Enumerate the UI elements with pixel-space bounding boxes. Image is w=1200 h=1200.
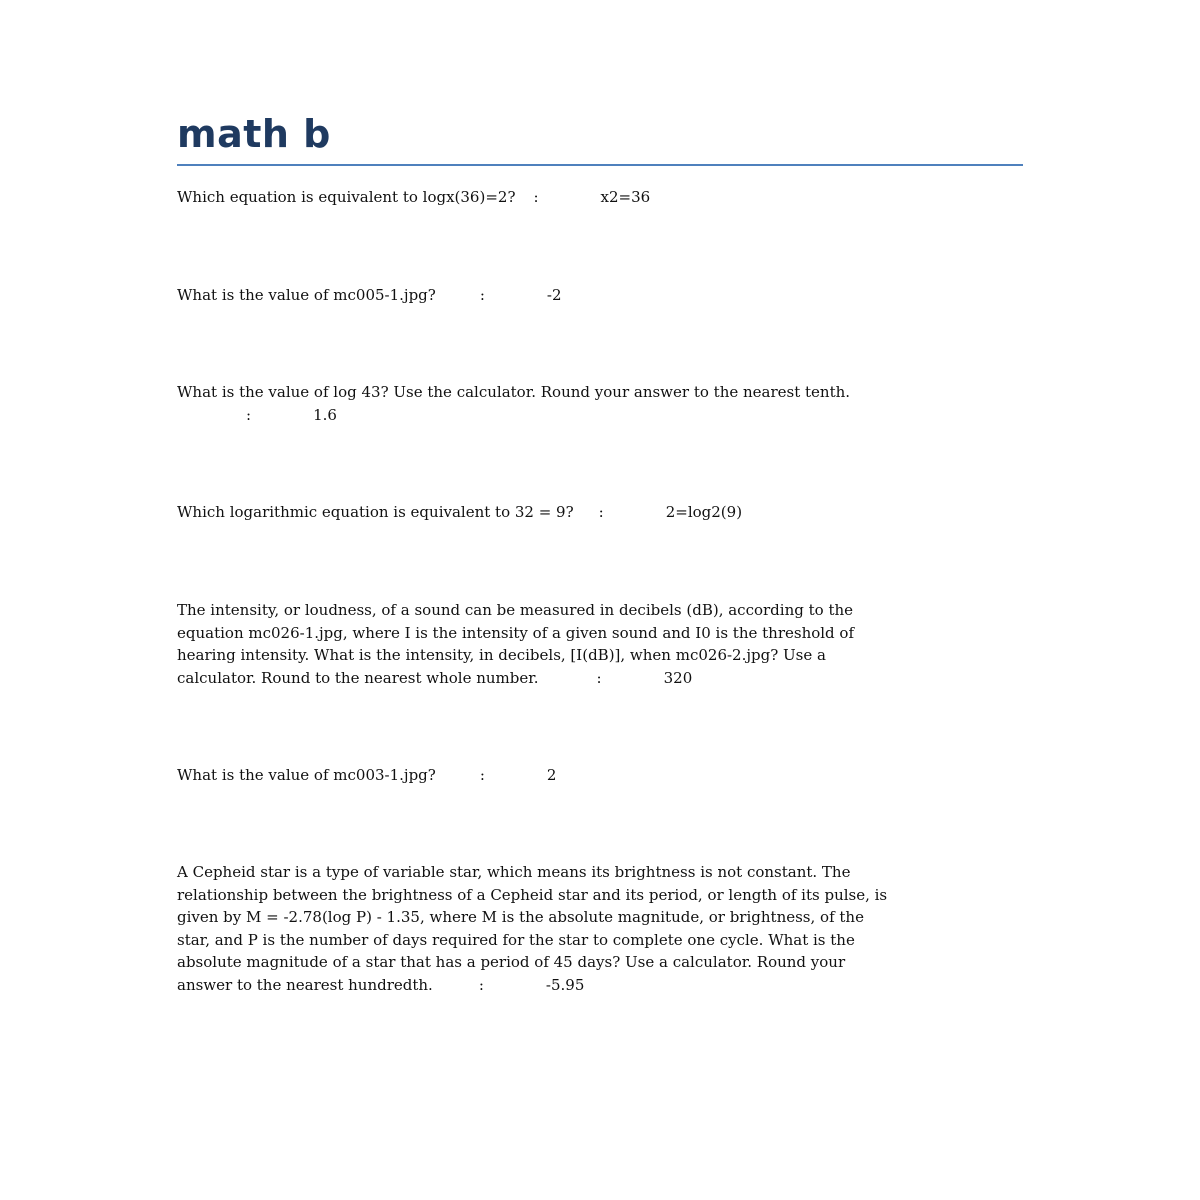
answer-text: 2: [546, 766, 557, 784]
question-line: The intensity, or loudness, of a sound can be measured in decibels (dB), according to the: [177, 601, 854, 619]
answer-separator: :: [596, 668, 602, 687]
document-title: math b: [177, 112, 331, 156]
question-text: What is the value of mc005-1.jpg?: [177, 286, 436, 304]
answer-separator: :: [479, 766, 485, 784]
answer-text: -2: [546, 286, 562, 304]
qa-item-3: [177, 381, 1023, 426]
answer-separator: :: [598, 503, 604, 521]
question-text: Which logarithmic equation is equivalent to 32 = 9?: [177, 503, 574, 521]
answer-separator: :: [478, 975, 484, 994]
answer-separator: :: [479, 286, 485, 304]
question-text: What is the value of mc003-1.jpg?: [177, 766, 436, 784]
question-line: relationship between the brightness of a Cepheid star and its period, or length of its pulse, is: [177, 885, 888, 904]
question-line: absolute magnitude of a star that has a period of 45 days? Use a calculator. Round your: [177, 953, 846, 971]
qa-item-5: [177, 599, 1023, 689]
question-text: What is the value of log 43? Use the calculator. Round your answer to the nearest tenth.: [177, 383, 851, 401]
answer-text: -5.95: [545, 975, 585, 994]
answer-text: 2=log2(9): [665, 503, 743, 521]
qa-item-6: [177, 764, 1023, 787]
answer-separator: :: [533, 188, 539, 206]
question-line: equation mc026-1.jpg, where I is the intensity of a given sound and I0 is the threshold of: [177, 623, 855, 642]
question-line: A Cepheid star is a type of variable star, which means its brightness is not constant. The: [177, 863, 851, 881]
qa-item-7: [177, 861, 1023, 996]
question-line: star, and P is the number of days required for the star to complete one cycle. What is the: [177, 930, 855, 949]
answer-text: 1.6: [313, 405, 337, 424]
question-line: hearing intensity. What is the intensity, in decibels, [I(dB)], when mc026-2.jpg? Use a: [177, 646, 826, 664]
answer-separator: :: [246, 405, 252, 424]
question-text: Which equation is equivalent to logx(36)=2?: [177, 188, 516, 206]
title-underline: [177, 164, 1023, 166]
question-line: calculator. Round to the nearest whole number.: [177, 668, 539, 687]
document-page: [177, 108, 1023, 166]
answer-text: x2=36: [600, 188, 651, 206]
answer-text: 320: [663, 668, 693, 687]
question-line: given by M = -2.78(log P) - 1.35, where M is the absolute magnitude, or brightness, of the: [177, 908, 864, 926]
qa-item-2: [177, 284, 1023, 307]
question-line: answer to the nearest hundredth.: [177, 975, 433, 994]
qa-item-1: [177, 186, 1023, 209]
qa-item-4: [177, 501, 1023, 524]
